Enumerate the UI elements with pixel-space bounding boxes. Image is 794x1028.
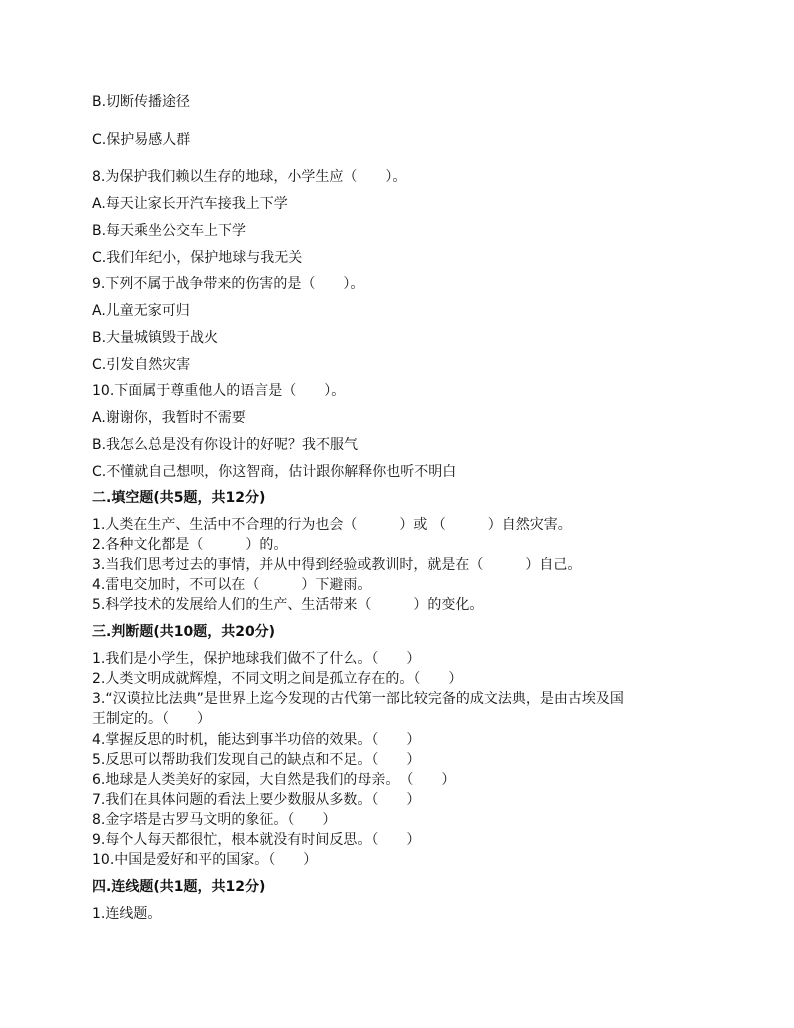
question-9-stem: 9.下列不属于战争带来的伤害的是（ ）。	[92, 276, 365, 292]
judge-item-continued: 王制定的。（ ）	[92, 711, 211, 727]
section-heading-match: 四.连线题(共1题，共12分)	[92, 879, 266, 895]
judge-item: 1.我们是小学生，保护地球我们做不了什么。（ ）	[92, 651, 421, 667]
option-q10-b: B.我怎么总是没有你设计的好呢？我不服气	[92, 437, 359, 453]
judge-item: 7.我们在具体问题的看法上要少数服从多数。（ ）	[92, 792, 421, 808]
judge-item: 9.每个人每天都很忙，根本就没有时间反思。（ ）	[92, 832, 421, 848]
judge-item: 5.反思可以帮助我们发现自己的缺点和不足。（ ）	[92, 752, 421, 768]
fill-item: 2.各种文化都是（ ）的。	[92, 537, 288, 553]
judge-item: 10.中国是爱好和平的国家。（ ）	[92, 852, 318, 868]
option-q10-a: A.谢谢你，我暂时不需要	[92, 410, 246, 426]
match-item: 1.连线题。	[92, 906, 162, 922]
option-q8-c: C.我们年纪小，保护地球与我无关	[92, 250, 303, 266]
question-8-stem: 8.为保护我们赖以生存的地球，小学生应（ ）。	[92, 169, 407, 185]
fill-item: 4.雷电交加时，不可以在（ ）下避雨。	[92, 577, 372, 593]
option-q9-b: B.大量城镇毁于战火	[92, 330, 219, 346]
option-q7-b: B.切断传播途径	[92, 94, 191, 110]
section-heading-judge: 三.判断题(共10题，共20分)	[92, 624, 276, 640]
judge-item: 8.金字塔是古罗马文明的象征。（ ）	[92, 812, 337, 828]
judge-item: 2.人类文明成就辉煌，不同文明之间是孤立存在的。（ ）	[92, 671, 463, 687]
fill-item: 3.当我们思考过去的事情，并从中得到经验或教训时，就是在（ ）自己。	[92, 557, 582, 573]
question-10-stem: 10.下面属于尊重他人的语言是（ ）。	[92, 383, 346, 399]
option-q10-c: C.不懂就自己想呗，你这智商，估计跟你解释你也听不明白	[92, 464, 457, 480]
fill-item: 5.科学技术的发展给人们的生产、生活带来（ ）的变化。	[92, 597, 484, 613]
section-heading-fill: 二.填空题(共5题，共12分)	[92, 490, 266, 506]
option-q9-c: C.引发自然灾害	[92, 357, 191, 373]
judge-item: 3.“汉谟拉比法典”是世界上迄今发现的古代第一部比较完备的成文法典，是由古埃及国	[92, 691, 624, 707]
option-q8-b: B.每天乘坐公交车上下学	[92, 223, 247, 239]
option-q7-c: C.保护易感人群	[92, 132, 191, 148]
option-q8-a: A.每天让家长开汽车接我上下学	[92, 196, 288, 212]
option-q9-a: A.儿童无家可归	[92, 303, 190, 319]
judge-item: 4.掌握反思的时机，能达到事半功倍的效果。（ ）	[92, 732, 421, 748]
judge-item: 6.地球是人类美好的家园，大自然是我们的母亲。 （ ）	[92, 772, 456, 788]
fill-item: 1.人类在生产、生活中不合理的行为也会（ ）或 （ ）自然灾害。	[92, 517, 572, 533]
